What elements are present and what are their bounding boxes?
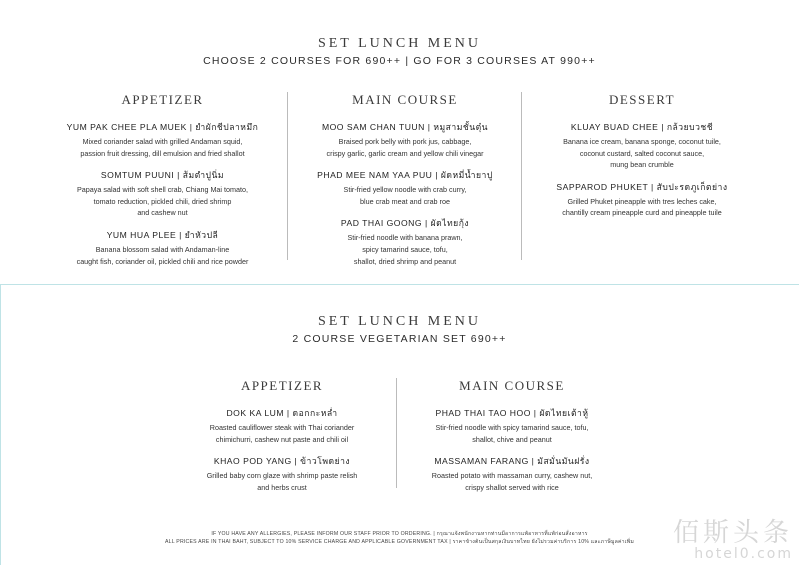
desc-line: spicy tamarind sauce, tofu,: [362, 244, 448, 254]
dish-item: [170, 454, 394, 493]
dish-description: [40, 244, 285, 267]
set1-main-course-column: [291, 92, 519, 276]
footer-line: IF YOU HAVE ANY ALLERGIES, PLEASE INFORM OUR STAFF PRIOR TO ORDERING. | กรุณาแจ้งพนักงานหากท่านมีอาการแพ้อาหารที่แพ้ก่อนสั่งอาหาร: [211, 531, 588, 537]
desc-line: Stir-fried noodle with spicy tamarind sauce, tofu,: [435, 423, 589, 432]
dish-name: PHAD MEE NAM YAA PUU | ผัดหมี่น้ำยาปู: [317, 170, 493, 181]
dish-name: MOO SAM CHAN TUUN | หมูสามชั้นตุ๋น: [321, 122, 489, 132]
dish-description: [291, 232, 519, 267]
desc-line: Papaya salad with soft shell crab, Chiang Mai tomato,: [77, 185, 248, 195]
dish-item: [398, 406, 626, 445]
dish-name: KHAO POD YANG | ข้าวโพดย่าง: [213, 456, 351, 467]
dish-name: MASSAMAN FARANG | มัสมั่นมันฝรั่ง: [434, 456, 590, 467]
set1-subtitle: CHOOSE 2 COURSES FOR 690++ | GO FOR 3 COURSES AT 990++: [203, 55, 596, 67]
set1-appetizer-column: [40, 92, 285, 276]
set2-title: SET LUNCH MENU: [317, 314, 482, 329]
dish-description: [40, 184, 285, 219]
dish-name: KLUAY BUAD CHEE | กล้วยบวชชี: [570, 122, 714, 132]
dish-name: DOK KA LUM | ดอกกะหล่ำ: [226, 408, 338, 418]
dish-item: [40, 120, 285, 159]
desc-line: Banana blossom salad with Andaman-line: [95, 244, 230, 254]
desc-line: crispy shallot served with rice: [465, 482, 559, 492]
dish-item: [291, 168, 519, 207]
desc-line: Grilled Phuket pineapple with tres leches cake,: [567, 196, 717, 206]
dish-name: PAD THAI GOONG | ผัดไทยกุ้ง: [340, 218, 470, 229]
column-divider: [287, 92, 288, 260]
desc-line: chimichurri, cashew nut paste and chili oil: [215, 434, 349, 444]
dish-description: [398, 470, 626, 493]
watermark-url: hotel0.com: [694, 546, 793, 562]
watermark-text: 佰斯头条: [672, 518, 793, 548]
desc-line: Banana ice cream, banana sponge, coconut tuile,: [563, 137, 721, 146]
footer-line: ALL PRICES ARE IN THAI BAHT, SUBJECT TO 10% SERVICE CHARGE AND APPLICABLE GOVERNMENT TAX | ราคาข้างต้นเป็นสกุลเงินบาทไทย ยังไม่รวมค่าบริการ 10% และภาษีมูลค่าเพิ่ม: [165, 539, 634, 545]
desc-line: Grilled baby corn glaze with shrimp paste relish: [206, 471, 358, 481]
column-heading: APPETIZER: [240, 378, 324, 393]
desc-line: shallot, chive and peanut: [472, 434, 552, 444]
dish-description: [170, 470, 394, 493]
dish-item: [398, 454, 626, 493]
dish-item: [291, 216, 519, 267]
desc-line: Braised pork belly with pork jus, cabbage,: [338, 137, 472, 146]
dish-item: [170, 406, 394, 445]
desc-line: Stir-fried noodle with banana prawn,: [347, 233, 463, 243]
set2-subtitle: 2 COURSE VEGETARIAN SET 690++: [292, 333, 507, 345]
column-heading: MAIN COURSE: [459, 378, 565, 393]
watermark: [673, 519, 793, 561]
desc-line: blue crab meat and crab roe: [360, 196, 450, 206]
desc-line: crispy garlic, garlic cream and yellow chili vinegar: [326, 148, 484, 158]
desc-line: and herbs crust: [257, 482, 307, 492]
column-heading: DESSERT: [608, 92, 676, 107]
dish-description: [170, 422, 394, 445]
dish-name: YUM PAK CHEE PLA MUEK | ยำผักชีปลาหมึก: [66, 122, 259, 132]
desc-line: mung bean crumble: [610, 160, 674, 170]
column-divider: [521, 92, 522, 260]
dish-name: SAPPAROD PHUKET | สับปะรดภูเก็ตย่าง: [556, 181, 728, 192]
dish-item: [525, 180, 759, 219]
dish-item: [525, 120, 759, 171]
dish-description: [291, 184, 519, 207]
column-divider: [396, 378, 397, 488]
column-heading: APPETIZER: [121, 92, 204, 107]
set2-main-course-column: [398, 378, 626, 502]
section-divider: [0, 284, 799, 285]
desc-line: caught fish, coriander oil, pickled chili and rice powder: [76, 256, 249, 266]
set1-dessert-column: [525, 92, 759, 228]
set2-appetizer-column: [170, 378, 394, 502]
dish-name: YUM HUA PLEE | ยำหัวปลี: [106, 229, 219, 240]
dish-description: [525, 136, 759, 171]
desc-line: Stir-fried yellow noodle with crab curry,: [343, 185, 467, 195]
desc-line: chantilly cream pineapple curd and pineapple tuile: [562, 208, 722, 218]
dish-description: [525, 196, 759, 219]
desc-line: shallot, dried shrimp and peanut: [353, 256, 457, 266]
dish-name: PHAD THAI TAO HOO | ผัดไทยเต้าหู้: [435, 408, 589, 418]
desc-line: tomato reduction, pickled chili, dried shrimp: [93, 196, 232, 206]
desc-line: Mixed coriander salad with grilled Andaman squid,: [82, 137, 243, 146]
desc-line: passion fruit dressing, dill emulsion and fried shallot: [80, 148, 245, 158]
desc-line: Roasted potato with massaman curry, cashew nut,: [431, 471, 593, 481]
column-heading: MAIN COURSE: [352, 92, 458, 107]
dish-item: [40, 168, 285, 219]
desc-line: Roasted cauliflower steak with Thai coriander: [209, 423, 355, 432]
dish-name: SOMTUM PUUNI | ส้มตำปูนิ่ม: [100, 170, 225, 181]
dish-description: [291, 136, 519, 159]
set1-title: SET LUNCH MENU: [317, 36, 482, 51]
dish-description: [40, 136, 285, 159]
dish-description: [398, 422, 626, 445]
desc-line: and cashew nut: [137, 208, 188, 218]
dish-item: [291, 120, 519, 159]
desc-line: coconut custard, salted coconut sauce,: [579, 148, 705, 158]
dish-item: [40, 228, 285, 267]
